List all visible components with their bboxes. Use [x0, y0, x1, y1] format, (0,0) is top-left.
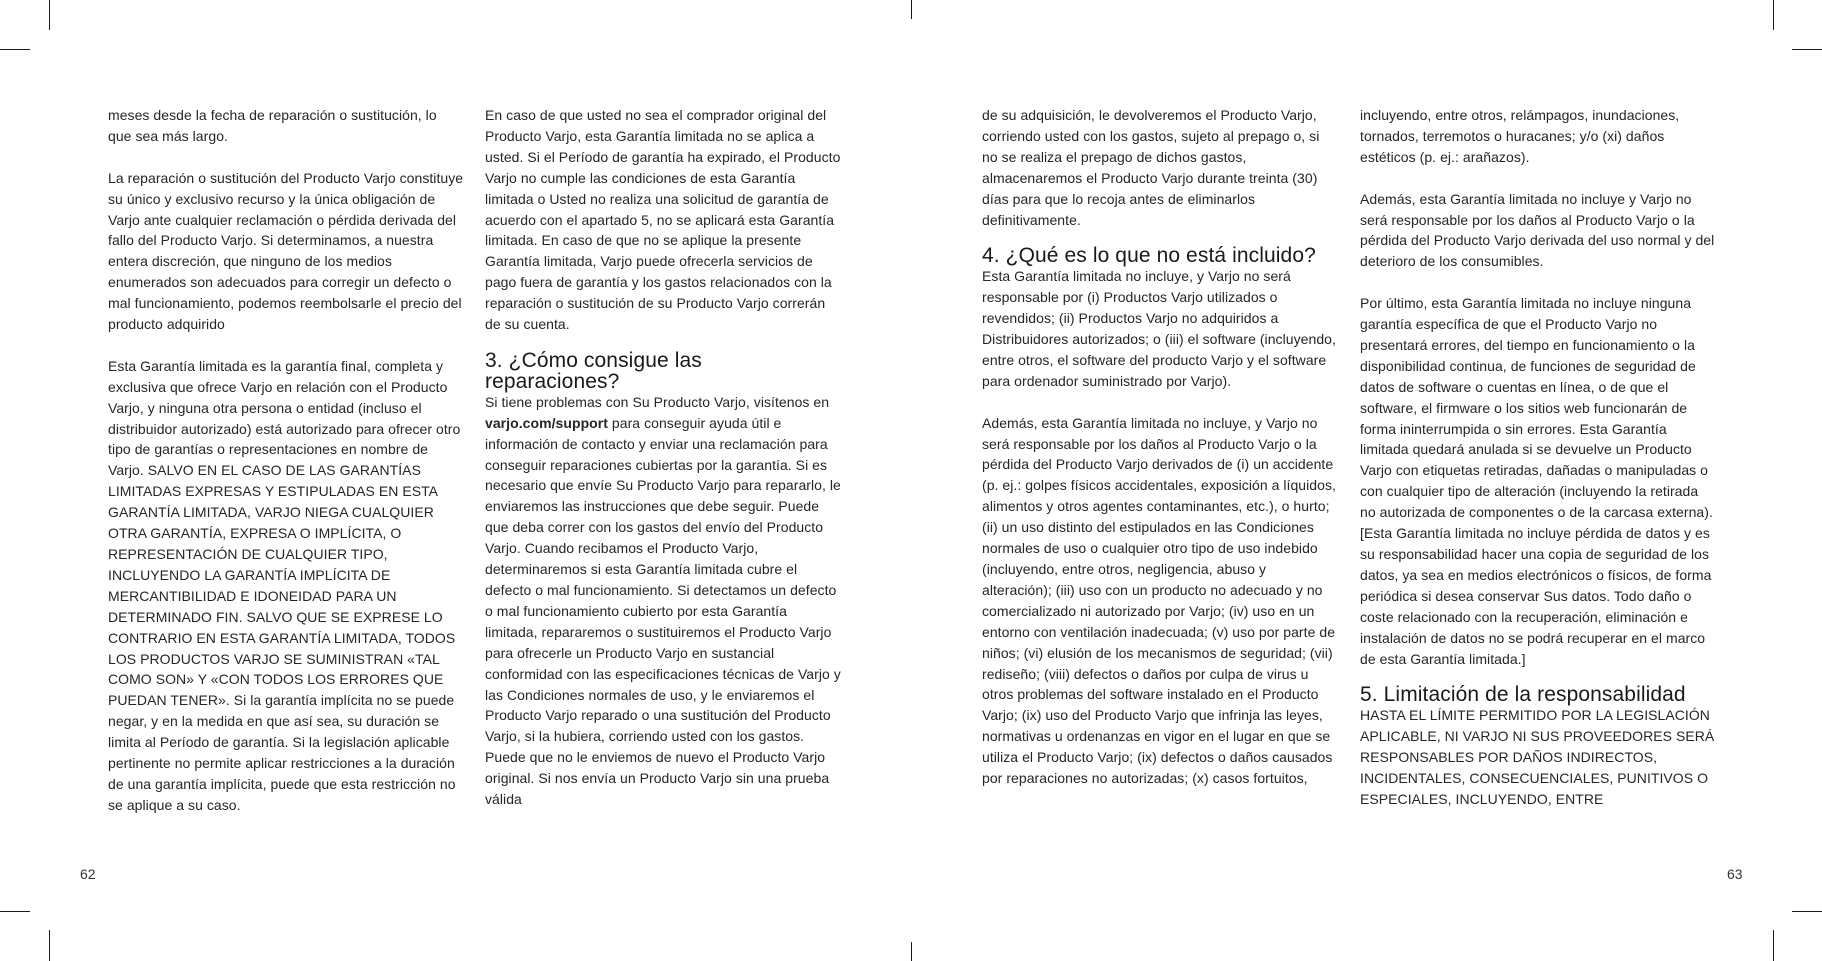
- paragraph: de su adquisición, le devolveremos el Producto Varjo, corriendo usted con los gastos, sujeto al prepago o, si no se realiza el prepago de dichos gastos, almacenaremos el Producto Varjo durante treinta (30) días para que lo recoja antes de eliminarlos definitivamente.: [982, 107, 1320, 228]
- column-1: [108, 105, 464, 816]
- column-2: [485, 105, 841, 810]
- paragraph: meses desde la fecha de reparación o sustitución, lo que sea más largo.: [108, 107, 437, 144]
- crop-mark: [1792, 49, 1822, 50]
- section-heading-4: 4. ¿Qué es lo que no está incluido?: [982, 244, 1316, 268]
- section-heading-3: 3. ¿Cómo consigue las reparaciones?: [485, 348, 702, 393]
- page-number-right: 63: [1727, 866, 1743, 882]
- paragraph-text: para conseguir ayuda útil e información de contacto y enviar una reclamación para conseguir reparaciones cubiertas por la garantía. Si es necesario que envíe Su Producto Varjo para repararlo, le enviaremos las instrucciones que debe seguir. Puede que deba correr con los gastos del envío del Producto Varjo. Cuando recibamos el Producto Varjo, determinaremos si esta Garantía limitada cubre el defecto o mal funcionamiento. Si detectamos un defecto o mal funcionamiento cubierto por esta Garantía limitada, repararemos o sustituiremos el Producto Varjo para ofrecerle un Producto Varjo en sustancial conformidad con las especificaciones técnicas de Varjo y las Condiciones normales de uso, y le enviaremos el Producto Varjo reparado o una sustitución del Producto Varjo, si la hubiera, corriendo usted con los gastos. Puede que no le enviemos de nuevo el Producto Varjo original. Si nos envía un Producto Varjo sin una prueba válida: [485, 414, 841, 808]
- support-link[interactable]: varjo.com/support: [485, 414, 608, 431]
- crop-mark: [49, 0, 50, 30]
- section-heading-5: 5. Limitación de la responsabilidad: [1360, 683, 1686, 707]
- paragraph: Esta Garantía limitada es la garantía final, completa y exclusiva que ofrece Varjo en relación con el Producto Varjo, y ninguna otra persona o entidad (incluso el distribuidor autorizado) está autorizado para ofrecer otro tipo de garantías o representaciones en nombre de Varjo. SALVO EN EL CASO DE LAS GARANTÍAS LIMITADAS EXPRESAS Y ESTIPULADAS EN ESTA GARANTÍA LIMITADA, VARJO NIEGA CUALQUIER OTRA GARANTÍA, EXPRESA O IMPLÍCITA, O REPRESENTACIÓN DE CUALQUIER TIPO, INCLUYENDO LA GARANTÍA IMPLÍCITA DE MERCANTIBILIDAD E IDONEIDAD PARA UN DETERMINADO FIN. SALVO QUE SE EXPRESE LO CONTRARIO EN ESTA GARANTÍA LIMITADA, TODOS LOS PRODUCTOS VARJO SE SUMINISTRAN «TAL COMO SON» Y «CON TODOS LOS ERRORES QUE PUEDAN TENER». Si la garantía implícita no se puede negar, y en la medida en que así sea, su duración se limita al Período de garantía. Si la legislación aplicable pertinente no permite aplicar restricciones a la duración de una garantía implícita, puede que esta restricción no se aplique a su caso.: [108, 357, 461, 813]
- crop-mark: [911, 942, 912, 961]
- paragraph: Además, esta Garantía limitada no incluye y Varjo no será responsable por los daños al Producto Varjo o la pérdida del Producto Varjo derivada del uso normal y del deterioro de los consumibles.: [1360, 190, 1715, 270]
- crop-mark: [911, 0, 912, 19]
- crop-mark: [1773, 0, 1774, 30]
- paragraph: La reparación o sustitución del Producto Varjo constituye su único y exclusivo recurso y la única obligación de Varjo ante cualquier reclamación o pérdida derivada del fallo del Producto Varjo. Si determinamos, a nuestra entera discreción, que ninguno de los medios enumerados son adecuados para corregir un defecto o mal funcionamiento, podemos reembolsarle el precio del producto adquirido: [108, 169, 464, 333]
- page-number-left: 62: [80, 866, 96, 882]
- paragraph: HASTA EL LÍMITE PERMITIDO POR LA LEGISLACIÓN APLICABLE, NI VARJO NI SUS PROVEEDORES SERÁ RESPONSABLES POR DAÑOS INDIRECTOS, INCIDENTALES, CONSECUENCIALES, PUNITIVOS O ESPECIALES, INCLUYENDO, ENTRE: [1360, 707, 1715, 807]
- paragraph: [485, 392, 841, 810]
- crop-mark: [0, 49, 30, 50]
- crop-mark: [49, 930, 50, 961]
- column-4: [1360, 105, 1716, 810]
- paragraph: Además, esta Garantía limitada no incluye, y Varjo no será responsable por los daños al Producto Varjo o la pérdida del Producto Varjo derivados de (i) un accidente (p. ej.: golpes físicos accidentales, exposición a líquidos, alimentos y otros agentes contaminantes, etc.), o hurto; (ii) un uso distinto del estipulados en las Condiciones normales de uso o cualquier otro tipo de uso indebido (incluyendo, entre otros, negligencia, abuso y alteración); (iii) uso con un producto no adecuado y no comercializado ni autorizado por Varjo; (iv) uso en un entorno con ventilación inadecuada; (v) uso por parte de niños; (vi) elusión de los mecanismos de seguridad; (vii) rediseño; (viii) defectos o daños por culpa de virus u otros problemas del software instalado en el Producto Varjo; (ix) uso del Producto Varjo que infrinja las leyes, normativas u ordenanzas en vigor en el lugar en que se utiliza el Producto Varjo; (ix) defectos o daños causados por reparaciones no autorizadas; (x) casos fortuitos,: [982, 414, 1336, 787]
- crop-mark: [1773, 930, 1774, 961]
- crop-mark: [0, 911, 30, 912]
- paragraph-text: Si tiene problemas con Su Producto Varjo, visítenos en: [485, 393, 830, 410]
- paragraph: En caso de que usted no sea el comprador original del Producto Varjo, esta Garantía limitada no se aplica a usted. Si el Período de garantía ha expirado, el Producto Varjo no cumple las condiciones de esta Garantía limitada o Usted no realiza una solicitud de garantía de acuerdo con el apartado 5, no se aplicará esta Garantía limitada. En caso de que no se aplique la presente Garantía limitada, Varjo puede ofrecerla servicios de pago fuera de garantía y los gastos relacionados con la reparación o sustitución de su Producto Varjo correrán de su cuenta.: [485, 107, 841, 333]
- paragraph: incluyendo, entre otros, relámpagos, inundaciones, tornados, terremotos o huracanes; y/o (xi) daños estéticos (p. ej.: arañazos).: [1360, 107, 1680, 165]
- column-3: [982, 105, 1338, 789]
- paragraph: Esta Garantía limitada no incluye, y Varjo no será responsable por (i) Productos Varjo utilizados o revendidos; (ii) Productos Varjo no adquiridos a Distribuidores autorizados; o (iii) el software (incluyendo, entre otros, el software del producto Varjo y el software para ordenador suministrado por Varjo).: [982, 268, 1336, 389]
- crop-mark: [1792, 911, 1822, 912]
- paragraph: Por último, esta Garantía limitada no incluye ninguna garantía específica de que el Producto Varjo no presentará errores, del tiempo en funcionamiento o la disponibilidad continua, de funciones de seguridad de datos de software o cuentas en línea, o de que el software, el firmware o los sitios web funcionarán de forma ininterrumpida o sin errores. Esta Garantía limitada quedará anulada si se devuelve un Producto Varjo con etiquetas retiradas, dañadas o manipuladas o con cualquier tipo de alteración (incluyendo la retirada no autorizada de componentes o de la carcasa externa). [Esta Garantía limitada no incluye pérdida de datos y es su responsabilidad hacer una copia de seguridad de los datos, ya sea en medios electrónicos o físicos, de forma periódica si desea conservar Sus datos. Todo daño o coste relacionado con la recuperación, eliminación e instalación de datos no se podrá recuperar en el marco de esta Garantía limitada.]: [1360, 295, 1713, 667]
